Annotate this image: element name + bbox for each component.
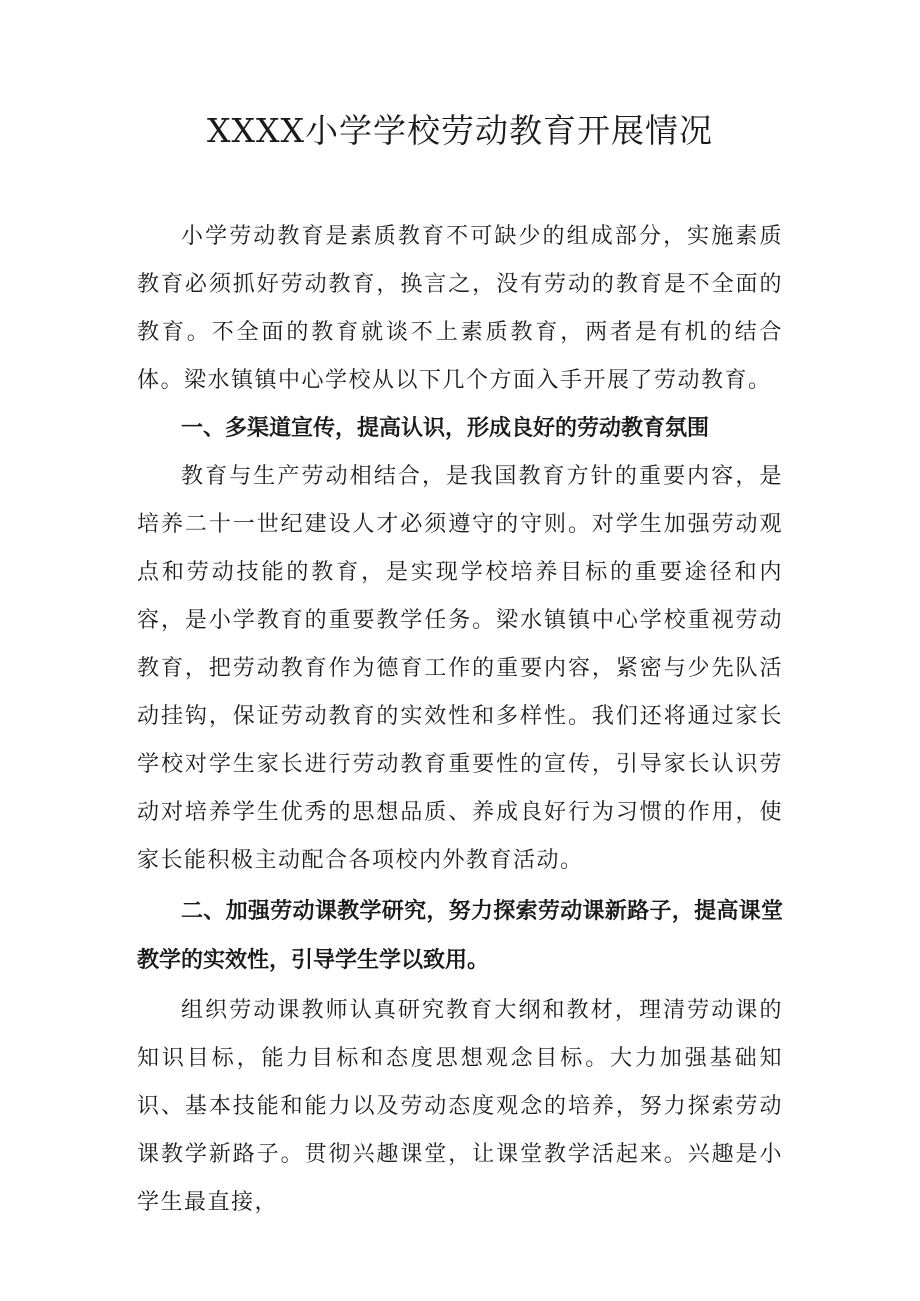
section-1-heading: 一、多渠道宣传，提高认识，形成良好的劳动教育氛围 [181, 416, 710, 441]
section-2-paragraph: 组织劳动课教师认真研究教育大纲和教材，理清劳动课的知识目标，能力目标和态度思想观念目标。大力加强基础知识、基本技能和能力以及劳动态度观念的培养，努力探索劳动课教学新路子。贯彻兴趣课堂，让课堂教学活起来。兴趣是小学生最直接， [137, 998, 783, 1215]
document-title: XXXX小学学校劳动教育开展情况 [207, 111, 713, 150]
section-2-heading: 二、加强劳动课教学研究，努力探索劳动课新路子，提高课堂教学的实效性，引导学生学以致用。 [137, 899, 783, 973]
section-1-paragraph: 教育与生产劳动相结合，是我国教育方针的重要内容，是培养二十一世纪建设人才必须遵守的守则。对学生加强劳动观点和劳动技能的教育，是实现学校培养目标的重要途径和内容，是小学教育的重要教学任务。梁水镇镇中心学校重视劳动教育，把劳动教育作为德育工作的重要内容，紧密与少先队活动挂钩，保证劳动教育的实效性和多样性。我们还将通过家长学校对学生家长进行劳动教育重要性的宣传，引导家长认识劳动对培养学生优秀的思想品质、养成良好行为习惯的作用，使家长能积极主动配合各项校内外教育活动。 [137, 464, 783, 873]
intro-paragraph: 小学劳动教育是素质教育不可缺少的组成部分，实施素质教育必须抓好劳动教育，换言之，没有劳动的教育是不全面的教育。不全面的教育就谈不上素质教育，两者是有机的结合体。梁水镇镇中心学校从以下几个方面入手开展了劳动教育。 [137, 224, 783, 393]
document-body [137, 213, 783, 1227]
